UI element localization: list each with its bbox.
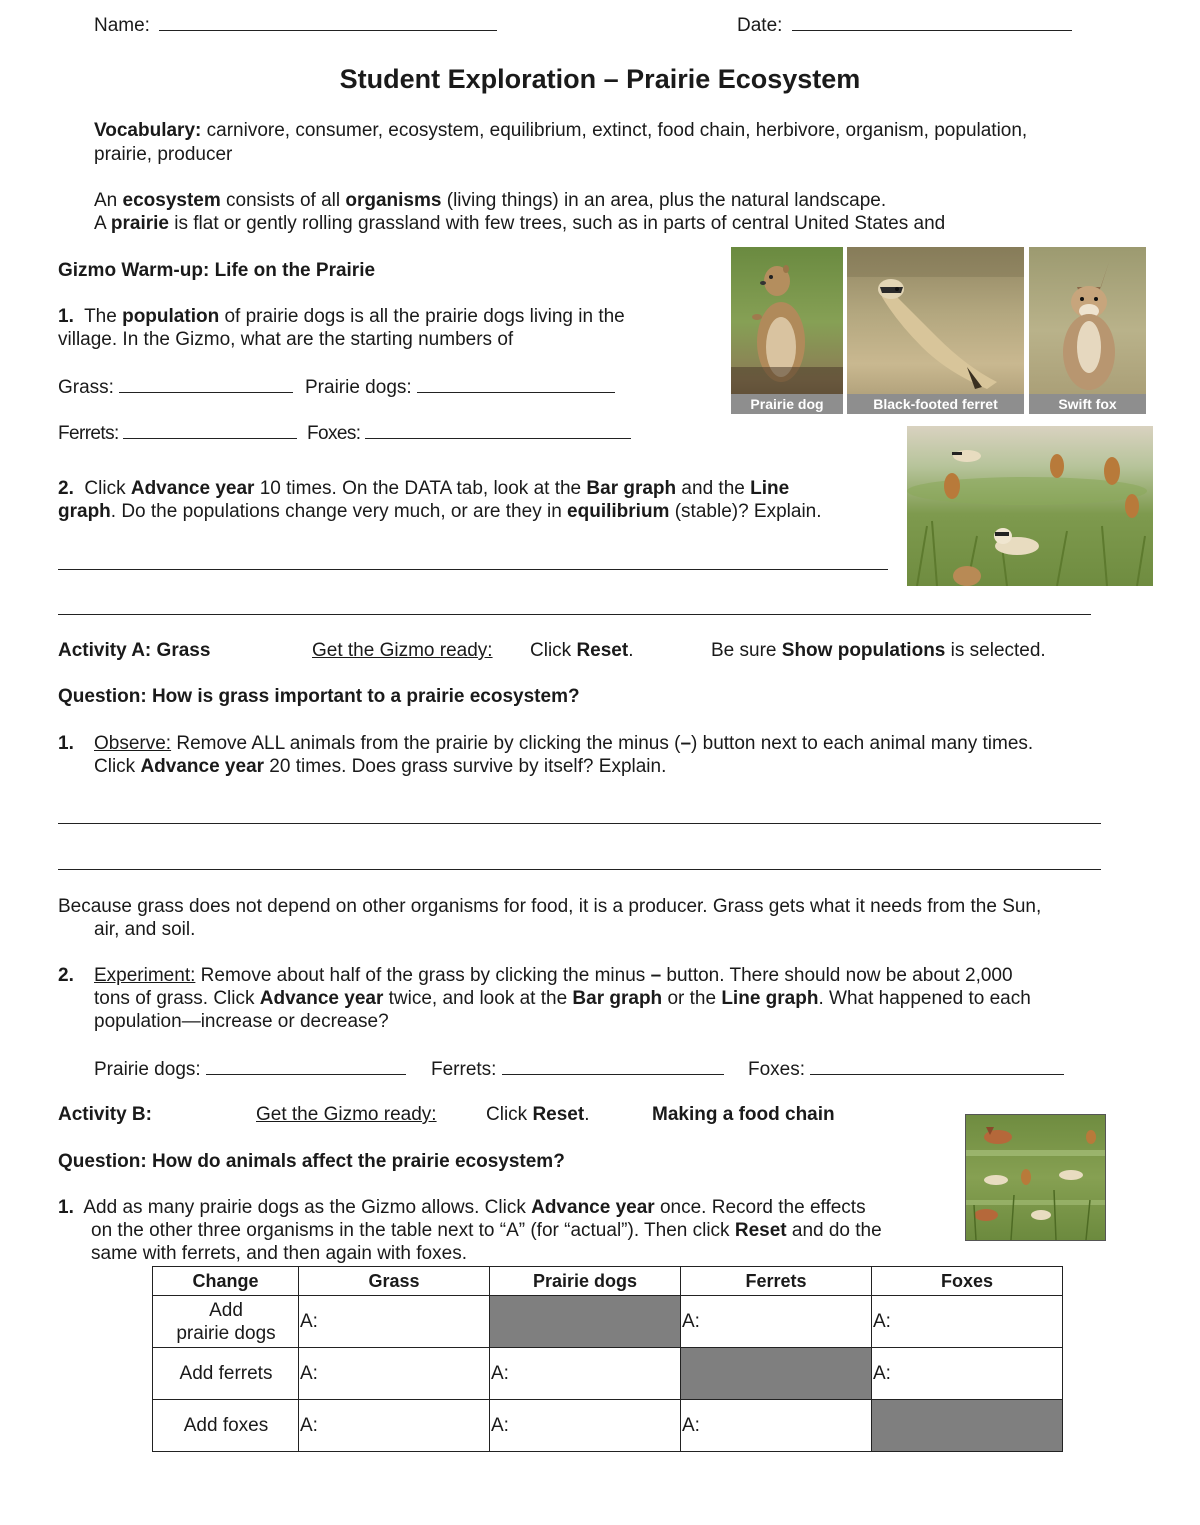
term-equilibrium: equilibrium — [567, 501, 670, 522]
warmup-q2-line-2 — [58, 501, 822, 523]
intro-text: A — [94, 213, 111, 234]
warmup-q1-line-1 — [58, 306, 625, 328]
q-text: tons of grass. Click — [94, 988, 260, 1009]
answer-cell[interactable]: A: — [490, 1400, 681, 1452]
header-grass: Grass — [299, 1267, 490, 1296]
answer-cell[interactable]: A: — [872, 1296, 1063, 1348]
q-text: . What happened to each — [818, 988, 1031, 1009]
header-prairie-dogs: Prairie dogs — [490, 1267, 681, 1296]
vocabulary-text-1: carnivore, consumer, ecosystem, equilibrium, extinct, food chain, herbivore, organism, population, — [201, 120, 1028, 141]
grass-field[interactable] — [58, 376, 293, 399]
q-text: and do the — [786, 1220, 882, 1241]
fox-scene-icon — [966, 1115, 1105, 1240]
foxes-field[interactable] — [307, 422, 631, 445]
q-text: Click — [73, 478, 131, 499]
warmup-q1-line-2: village. In the Gizmo, what are the starting numbers of — [58, 329, 514, 350]
grass-blank[interactable] — [119, 376, 293, 393]
fox-photo — [1029, 247, 1146, 414]
vocabulary-line-2: prairie, producer — [94, 144, 233, 165]
term-advance-year: Advance year — [140, 756, 265, 777]
q-text: Click — [94, 756, 141, 777]
ferrets-label: Ferrets: — [58, 423, 119, 444]
q-text: 20 times. Does grass survive by itself? Explain. — [264, 756, 667, 777]
instruction-text: Be sure — [711, 640, 782, 661]
instruction-text: Click — [486, 1104, 533, 1125]
activity-a-q1-line-2 — [94, 756, 666, 778]
q-text: Remove ALL animals from the prairie by clicking the minus ( — [171, 733, 681, 754]
date-field[interactable] — [737, 14, 1072, 37]
q-text: . Do the populations change very much, or are they in — [110, 501, 568, 522]
answer-cell[interactable]: A: — [490, 1348, 681, 1400]
answer-line[interactable] — [58, 614, 1091, 615]
answer-cell[interactable]: A: — [299, 1296, 490, 1348]
activity-b-q1-line-3: same with ferrets, and then again with foxes. — [91, 1243, 467, 1264]
intro-text: An — [94, 190, 123, 211]
ferret-photo — [847, 247, 1024, 414]
intro-term-prairie: prairie — [110, 213, 169, 234]
foxes-blank[interactable] — [810, 1058, 1064, 1075]
activity-a-q1-num: 1. — [58, 733, 74, 754]
vocabulary-line-1 — [94, 120, 1027, 142]
intro-text: (living things) in an area, plus the natural landscape. — [441, 190, 887, 211]
header-ferrets: Ferrets — [681, 1267, 872, 1296]
instruction-text: Click — [530, 640, 577, 661]
prairie-dogs-blank[interactable] — [417, 376, 615, 393]
vocabulary-label: Vocabulary: — [94, 120, 202, 141]
prairie-dog-icon — [731, 247, 843, 394]
activity-a-q2-line-2 — [94, 988, 1031, 1010]
table-row-add-ferrets — [153, 1348, 1063, 1400]
prairie-dogs-label: Prairie dogs: — [94, 1059, 206, 1080]
change-label: Add — [209, 1299, 243, 1321]
header-change: Change — [153, 1267, 299, 1296]
shaded-cell — [681, 1348, 872, 1400]
foxes-label: Foxes: — [748, 1059, 811, 1080]
ferrets-field[interactable] — [58, 422, 297, 445]
minus-symbol: – — [680, 733, 692, 754]
answer-cell[interactable]: A: — [299, 1400, 490, 1452]
warmup-heading: Gizmo Warm-up: Life on the Prairie — [58, 260, 376, 281]
page-title: Student Exploration – Prairie Ecosystem — [339, 64, 861, 94]
table-row-add-foxes — [153, 1400, 1063, 1452]
name-label: Name: — [94, 15, 150, 36]
activity-a-q1-line-1 — [94, 733, 1033, 755]
q-text: Add as many prairie dogs as the Gizmo allows. Click — [73, 1197, 532, 1218]
food-chain-heading: Making a food chain — [652, 1104, 835, 1125]
instruction-text: . — [628, 640, 634, 661]
activity-a-label: Activity A: Grass — [58, 640, 211, 661]
answer-line[interactable] — [58, 869, 1101, 870]
table-row-add-prairie-dogs — [153, 1296, 1063, 1348]
answer-line[interactable] — [58, 823, 1101, 824]
term-show-populations: Show populations — [781, 640, 946, 661]
ferret-caption: Black-footed ferret — [847, 394, 1024, 414]
minus-symbol: – — [650, 965, 662, 986]
a2-prairie-dogs-field[interactable] — [94, 1058, 406, 1081]
question-number: 1. — [58, 306, 74, 327]
change-label: prairie dogs — [176, 1322, 276, 1344]
term-advance-year: Advance year — [130, 478, 255, 499]
get-ready-label: Get the Gizmo ready: — [312, 640, 493, 661]
term-reset: Reset — [532, 1104, 585, 1125]
gizmo-fox-scene — [965, 1114, 1106, 1241]
name-field[interactable] — [94, 14, 497, 37]
intro-text: consists of all — [220, 190, 346, 211]
question-number: 1. — [58, 1197, 74, 1218]
activity-a-q2-line-1 — [94, 965, 1013, 987]
ferrets-blank[interactable] — [123, 422, 297, 439]
answer-cell[interactable]: A: — [299, 1348, 490, 1400]
change-cell — [153, 1296, 299, 1348]
q-text: button. There should now be about 2,000 — [661, 965, 1013, 986]
activity-b-q1-line-1 — [58, 1197, 866, 1219]
warmup-q2-line-1 — [58, 478, 789, 500]
q-text: on the other three organisms in the table next to “A” (for “actual”). Then click — [91, 1220, 735, 1241]
ferret-icon — [847, 247, 1024, 394]
activity-b-ready — [252, 1104, 437, 1126]
q-text: and the — [676, 478, 751, 499]
term-line: Line — [750, 478, 790, 499]
term-advance-year: Advance year — [531, 1197, 655, 1218]
label-observe: Observe: — [94, 733, 172, 754]
activity-a-click-reset — [530, 640, 633, 662]
activity-a-show-populations — [711, 640, 1046, 662]
prairie-dogs-field[interactable] — [305, 376, 615, 399]
foxes-label: Foxes: — [307, 423, 361, 444]
activity-a-q2-line-3: population—increase or decrease? — [94, 1011, 389, 1032]
answer-cell[interactable]: A: — [872, 1348, 1063, 1400]
intro-term-ecosystem: ecosystem — [122, 190, 221, 211]
producer-line-2: air, and soil. — [94, 919, 196, 940]
q-text: Remove about half of the grass by clicking the minus — [195, 965, 651, 986]
answer-line[interactable] — [58, 569, 888, 570]
q-text: twice, and look at the — [383, 988, 573, 1009]
prairie-dogs-blank[interactable] — [206, 1058, 406, 1075]
intro-line-1 — [94, 190, 886, 212]
prairie-dog-caption: Prairie dog — [731, 394, 843, 414]
q-text: once. Record the effects — [654, 1197, 866, 1218]
activity-a-q2-num: 2. — [58, 965, 74, 986]
term-population: population — [122, 306, 220, 327]
change-cell: Add foxes — [153, 1400, 299, 1452]
q-text: (stable)? Explain. — [669, 501, 822, 522]
grass-label: Grass: — [58, 377, 120, 398]
activity-b-label: Activity B: — [58, 1104, 152, 1125]
prairie-dog-photo — [731, 247, 843, 414]
activity-b-click-reset — [486, 1104, 589, 1126]
foxes-blank[interactable] — [365, 422, 631, 439]
prairie-scene-icon — [907, 426, 1153, 586]
answer-cell[interactable]: A: — [681, 1400, 872, 1452]
activity-a-question: Question: How is grass important to a prairie ecosystem? — [58, 686, 580, 707]
answer-cell[interactable]: A: — [681, 1296, 872, 1348]
instruction-text: . — [584, 1104, 590, 1125]
q-text: of prairie dogs is all the prairie dogs living in the — [219, 306, 625, 327]
term-bar-graph: Bar graph — [586, 478, 677, 499]
header-foxes: Foxes — [872, 1267, 1063, 1296]
ferrets-blank[interactable] — [502, 1058, 724, 1075]
date-label: Date: — [737, 15, 783, 36]
change-cell: Add ferrets — [153, 1348, 299, 1400]
ferrets-label: Ferrets: — [431, 1059, 502, 1080]
activity-a-ready — [312, 640, 493, 662]
name-blank[interactable] — [159, 14, 497, 31]
term-reset: Reset — [576, 640, 629, 661]
food-chain-table — [152, 1266, 1063, 1452]
date-blank[interactable] — [792, 14, 1072, 31]
intro-line-2 — [94, 213, 945, 235]
term-bar-graph: Bar graph — [572, 988, 663, 1009]
gizmo-prairie-scene — [907, 426, 1153, 586]
q-text: The — [73, 306, 123, 327]
term-advance-year: Advance year — [259, 988, 384, 1009]
a2-ferrets-field[interactable] — [431, 1058, 724, 1081]
fox-caption: Swift fox — [1029, 394, 1146, 414]
activity-b-question: Question: How do animals affect the prairie ecosystem? — [58, 1151, 565, 1172]
term-graph: graph — [58, 501, 111, 522]
shaded-cell — [490, 1296, 681, 1348]
prairie-dogs-label: Prairie dogs: — [305, 377, 417, 398]
intro-term-organisms: organisms — [345, 190, 442, 211]
get-ready-label: Get the Gizmo ready: — [256, 1104, 437, 1125]
producer-line-1: Because grass does not depend on other organisms for food, it is a producer. Grass gets what it needs from the Sun, — [58, 896, 1042, 917]
fox-icon — [1029, 247, 1146, 394]
label-experiment: Experiment: — [94, 965, 196, 986]
term-line-graph: Line graph — [721, 988, 819, 1009]
q-text: 10 times. On the DATA tab, look at the — [254, 478, 587, 499]
q-text: or the — [662, 988, 722, 1009]
table-header-row — [153, 1267, 1063, 1296]
shaded-cell — [872, 1400, 1063, 1452]
q-text: ) button next to each animal many times. — [691, 733, 1034, 754]
a2-foxes-field[interactable] — [748, 1058, 1064, 1081]
question-number: 2. — [58, 478, 74, 499]
activity-b-q1-line-2 — [91, 1220, 882, 1242]
intro-text: is flat or gently rolling grassland with few trees, such as in parts of central United States and — [169, 213, 946, 234]
instruction-text: is selected. — [945, 640, 1046, 661]
term-reset: Reset — [734, 1220, 787, 1241]
